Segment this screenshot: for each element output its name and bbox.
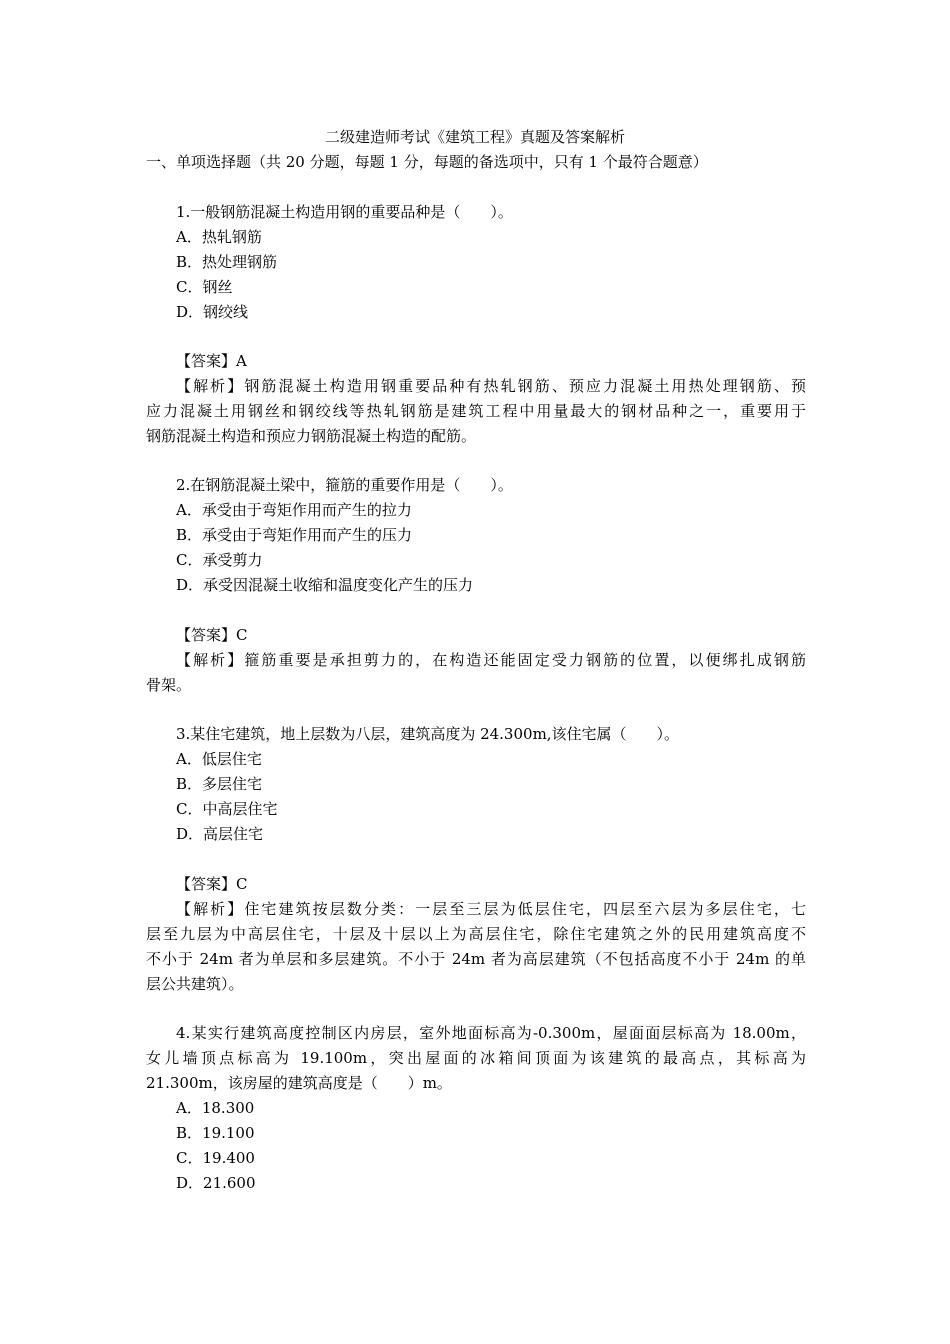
- question-3-analysis-line: 不小于 24m 者为单层和多层建筑。不小于 24m 者为高层建筑（不包括高度不小于 24m 的单: [146, 950, 806, 968]
- section-heading: 一、单项选择题（共 20 分题，每题 1 分，每题的备选项中，只有 1 个最符合题意）: [146, 153, 708, 171]
- question-4-option-c: C．19.400: [176, 1149, 255, 1167]
- question-3-option-a: A．低层住宅: [176, 750, 262, 768]
- question-3-option-b: B．多层住宅: [176, 775, 263, 793]
- question-1-option-b: B．热处理钢筋: [176, 253, 278, 271]
- question-2-option-b: B．承受由于弯矩作用而产生的压力: [176, 526, 413, 544]
- question-1-option-d: D．钢绞线: [176, 303, 249, 321]
- question-3-stem: 3.某住宅建筑，地上层数为八层，建筑高度为 24.300m,该住宅属（ ）。: [176, 725, 680, 743]
- question-4-stem-line: 女儿墙顶点标高为 19.100m，突出屋面的冰箱间顶面为该建筑的最高点，其标高为: [146, 1049, 806, 1067]
- question-2-option-a: A．承受由于弯矩作用而产生的拉力: [176, 501, 412, 519]
- question-2-analysis-line: 骨架。: [146, 676, 192, 694]
- question-4-option-b: B．19.100: [176, 1124, 255, 1142]
- question-1-option-a: A．热轧钢筋: [176, 228, 262, 246]
- question-1-analysis-line: 钢筋混凝土构造和预应力钢筋混凝土构造的配筋。: [146, 427, 477, 445]
- question-1-stem: 1.一般钢筋混凝土构造用钢的重要品种是（ ）。: [176, 203, 513, 221]
- question-1-analysis-line: 【解析】钢筋混凝土构造用钢重要品种有热轧钢筋、预应力混凝土用热处理钢筋、预: [176, 377, 806, 395]
- document-title: 二级建造师考试《建筑工程》真题及答案解析: [324, 128, 625, 146]
- question-4-stem-line: 21.300m，该房屋的建筑高度是（ ）m。: [146, 1074, 452, 1092]
- question-4-stem-line: 4.某实行建筑高度控制区内房层，室外地面标高为-0.300m，屋面面层标高为 18.00m，: [176, 1024, 806, 1042]
- question-2-option-d: D．承受因混凝土收缩和温度变化产生的压力: [176, 576, 474, 594]
- question-3-option-c: C．中高层住宅: [176, 800, 278, 818]
- question-3-analysis-line: 【解析】住宅建筑按层数分类：一层至三层为低层住宅，四层至六层为多层住宅，七: [176, 900, 806, 918]
- question-3-answer: 【答案】C: [176, 875, 248, 893]
- question-4-option-a: A．18.300: [176, 1099, 255, 1117]
- question-3-option-d: D．高层住宅: [176, 825, 264, 843]
- question-3-analysis-line: 层公共建筑）。: [146, 975, 244, 993]
- question-2-analysis-line: 【解析】箍筋重要是承担剪力的，在构造还能固定受力钢筋的位置，以便绑扎成钢筋: [176, 651, 806, 669]
- question-1-option-c: C．钢丝: [176, 278, 233, 296]
- question-2-stem: 2.在钢筋混凝土梁中，箍筋的重要作用是（ ）。: [176, 476, 513, 494]
- question-2-option-c: C．承受剪力: [176, 551, 263, 569]
- question-1-answer: 【答案】A: [176, 352, 247, 370]
- question-1-analysis-line: 应力混凝土用钢丝和钢绞线等热轧钢筋是建筑工程中用量最大的钢材品种之一，重要用于: [146, 402, 806, 420]
- question-4-option-d: D．21.600: [176, 1174, 256, 1192]
- question-2-answer: 【答案】C: [176, 626, 248, 644]
- question-3-analysis-line: 层至九层为中高层住宅，十层及十层以上为高层住宅，除住宅建筑之外的民用建筑高度不: [146, 925, 806, 943]
